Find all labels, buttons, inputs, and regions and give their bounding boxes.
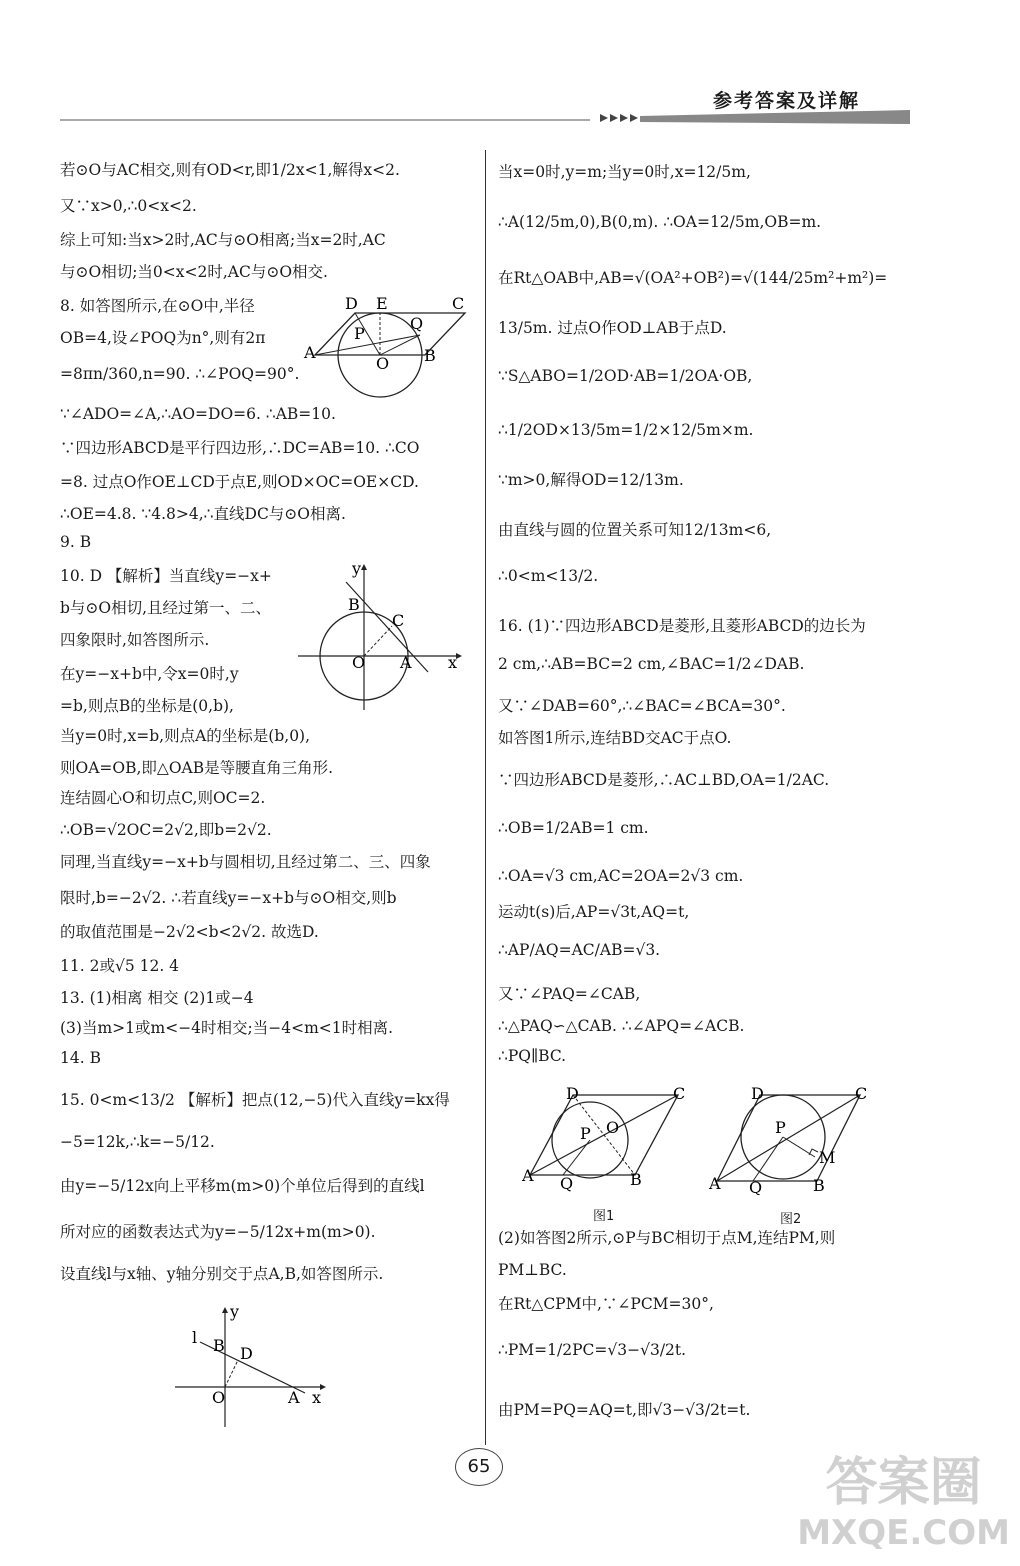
text-line: 运动t(s)后,AP=√3t,AQ=t, (498, 903, 690, 921)
text-line: 四象限时,如答图所示. (60, 631, 210, 649)
watermark-main: 答案圈 (825, 1453, 982, 1513)
figure-caption-2: 图2 (780, 1212, 802, 1227)
text-line: 设直线l与x轴、y轴分别交于点A,B,如答图所示. (60, 1265, 384, 1283)
text-line: b与⊙O相切,且经过第一、二、 (60, 599, 272, 617)
text-line: ∴1/2OD×13/5m=1/2×12/5m×m. (498, 421, 754, 439)
label-d: D (751, 1085, 764, 1103)
label-c: C (392, 611, 405, 630)
text-line: 所对应的函数表达式为y=−5/12x+m(m>0). (60, 1223, 376, 1241)
text-line: =8. 过点O作OE⊥CD于点E,则OD×OC=OE×CD. (60, 473, 419, 491)
text-line: 如答图1所示,连结BD交AC于点O. (498, 729, 732, 747)
label-d: D (566, 1085, 579, 1103)
text-line: 11. 2或√5 12. 4 (60, 957, 180, 975)
label-b: B (813, 1176, 825, 1195)
label-a: A (400, 653, 412, 672)
text-line: 当x=0时,y=m;当y=0时,x=12/5m, (498, 163, 751, 181)
text-line: 又∵x>0,∴0<x<2. (60, 197, 197, 215)
text-line: 则OA=OB,即△OAB是等腰直角三角形. (60, 759, 334, 777)
label-o: O (352, 653, 366, 672)
text-line: ∴OB=1/2AB=1 cm. (498, 819, 649, 837)
text-line: ∵四边形ABCD是菱形,∴AC⊥BD,OA=1/2AC. (498, 771, 830, 789)
label-a: A (288, 1388, 300, 1407)
label-c: C (673, 1085, 686, 1103)
text-line: ∵四边形ABCD是平行四边形,∴DC=AB=10. ∴CO (60, 439, 420, 457)
label-x: x (448, 653, 458, 672)
text-line: −5=12k,∴k=−5/12. (60, 1133, 215, 1151)
label-p: P (354, 324, 365, 343)
text-line: 在y=−x+b中,令x=0时,y (60, 665, 239, 683)
header-decoration (60, 110, 910, 126)
text-line: 在Rt△OAB中,AB=√(OA²+OB²)=√(144/25m²+m²)= (498, 269, 888, 287)
text-line: 8. 如答图所示,在⊙O中,半径 (60, 297, 255, 315)
text-line: ∴OE=4.8. ∵4.8>4,∴直线DC与⊙O相离. (60, 505, 346, 523)
text-line: (3)当m>1或m<−4时相交;当−4<m<1时相离. (60, 1019, 394, 1037)
text-line: 又∵∠DAB=60°,∴∠BAC=∠BCA=30°. (498, 697, 786, 715)
text-line: 又∵∠PAQ=∠CAB, (498, 985, 641, 1003)
text-line: ∴A(12/5m,0),B(0,m). ∴OA=12/5m,OB=m. (498, 213, 822, 231)
text-line: ∵S△ABO=1/2OD·AB=1/2OA·OB, (498, 367, 753, 385)
text-line: (2)如答图2所示,⊙P与BC相切于点M,连结PM,则 (498, 1229, 836, 1247)
figure-q15-line-axes (170, 1305, 335, 1435)
text-line: 若⊙O与AC相交,则有OD<r,即1/2x<1,解得x<2. (60, 161, 400, 179)
label-q: Q (560, 1174, 574, 1193)
text-line: 2 cm,∴AB=BC=2 cm,∠BAC=1/2∠DAB. (498, 655, 805, 673)
watermark-logo (797, 1453, 1010, 1558)
figure-caption-1: 图1 (593, 1209, 615, 1224)
label-a: A (522, 1166, 534, 1185)
figure-q10-coordinate-circle (296, 560, 466, 715)
figure-q16-2-rhombus (705, 1085, 875, 1195)
text-line: 当y=0时,x=b,则点A的坐标是(b,0), (60, 727, 311, 745)
text-line: ∴△PAQ∽△CAB. ∴∠APQ=∠ACB. (498, 1017, 745, 1035)
label-b: B (424, 346, 436, 365)
text-line: 由直线与圆的位置关系可知12/13m<6, (498, 521, 772, 539)
text-line: 连结圆心O和切点C,则OC=2. (60, 789, 266, 807)
text-line: 综上可知:当x>2时,AC与⊙O相离;当x=2时,AC (60, 231, 386, 249)
label-d: D (345, 295, 358, 313)
label-y: y (230, 1305, 240, 1321)
text-line: 同理,当直线y=−x+b与圆相切,且经过第二、三、四象 (60, 853, 431, 871)
text-line: 由PM=PQ=AQ=t,即√3−√3/2t=t. (498, 1401, 751, 1419)
label-o: O (606, 1118, 620, 1137)
text-line: ∴PQ∥BC. (498, 1047, 567, 1065)
figure-q8-parallelogram-circle (300, 295, 475, 405)
label-a: A (304, 343, 316, 362)
text-line: ∴PM=1/2PC=√3−√3/2t. (498, 1341, 687, 1359)
text-line: 10. D 【解析】当直线y=−x+ (60, 567, 272, 585)
page-header-title: 参考答案及详解 (712, 90, 860, 112)
label-p: P (580, 1124, 591, 1143)
text-line: ∴OA=√3 cm,AC=2OA=2√3 cm. (498, 867, 744, 885)
text-line: 在Rt△CPM中,∵∠PCM=30°, (498, 1295, 714, 1313)
label-e: E (376, 295, 388, 313)
label-a: A (709, 1174, 721, 1193)
label-b: B (630, 1170, 642, 1189)
text-line: =8πn/360,n=90. ∴∠POQ=90°. (60, 365, 300, 383)
label-p: P (775, 1118, 786, 1137)
page-number: 65 (455, 1448, 503, 1486)
watermark-domain: MXQE.COM (797, 1513, 1010, 1553)
text-line: 由y=−5/12x向上平移m(m>0)个单位后得到的直线l (60, 1177, 425, 1195)
label-c: C (855, 1085, 868, 1103)
text-line: 13/5m. 过点O作OD⊥AB于点D. (498, 319, 727, 337)
text-line: 限时,b=−2√2. ∴若直线y=−x+b与⊙O相交,则b (60, 889, 397, 907)
figure-q16-1-rhombus (518, 1085, 688, 1195)
label-o: O (376, 354, 390, 373)
text-line: ∴OB=√2OC=2√2,即b=2√2. (60, 821, 272, 839)
text-line: 16. (1)∵四边形ABCD是菱形,且菱形ABCD的边长为 (498, 617, 866, 635)
text-line: 9. B (60, 533, 92, 551)
text-line: OB=4,设∠POQ为n°,则有2π (60, 329, 266, 347)
text-line: =b,则点B的坐标是(0,b), (60, 697, 234, 715)
label-c: C (452, 295, 465, 313)
text-line: 13. (1)相离 相交 (2)1或−4 (60, 989, 254, 1007)
label-b: B (213, 1336, 225, 1355)
label-y: y (352, 560, 362, 578)
text-line: ∵m>0,解得OD=12/13m. (498, 471, 684, 489)
text-line: 15. 0<m<13/2 【解析】把点(12,−5)代入直线y=kx得 (60, 1091, 450, 1109)
column-divider (485, 150, 486, 1445)
label-m: M (819, 1148, 836, 1167)
label-o: O (212, 1388, 226, 1407)
label-l: l (192, 1328, 198, 1347)
text-line: ∴0<m<13/2. (498, 567, 599, 585)
text-line: ∴AP/AQ=AC/AB=√3. (498, 941, 661, 959)
label-q: Q (749, 1178, 763, 1195)
text-line: 的取值范围是−2√2<b<2√2. 故选D. (60, 923, 319, 941)
text-line: 与⊙O相切;当0<x<2时,AC与⊙O相交. (60, 263, 328, 281)
label-q: Q (410, 314, 424, 333)
label-d: D (240, 1344, 253, 1363)
label-x: x (312, 1388, 322, 1407)
label-b: B (348, 595, 360, 614)
text-line: ∵∠ADO=∠A,∴AO=DO=6. ∴AB=10. (60, 405, 336, 423)
text-line: 14. B (60, 1049, 101, 1067)
text-line: PM⊥BC. (498, 1261, 567, 1279)
